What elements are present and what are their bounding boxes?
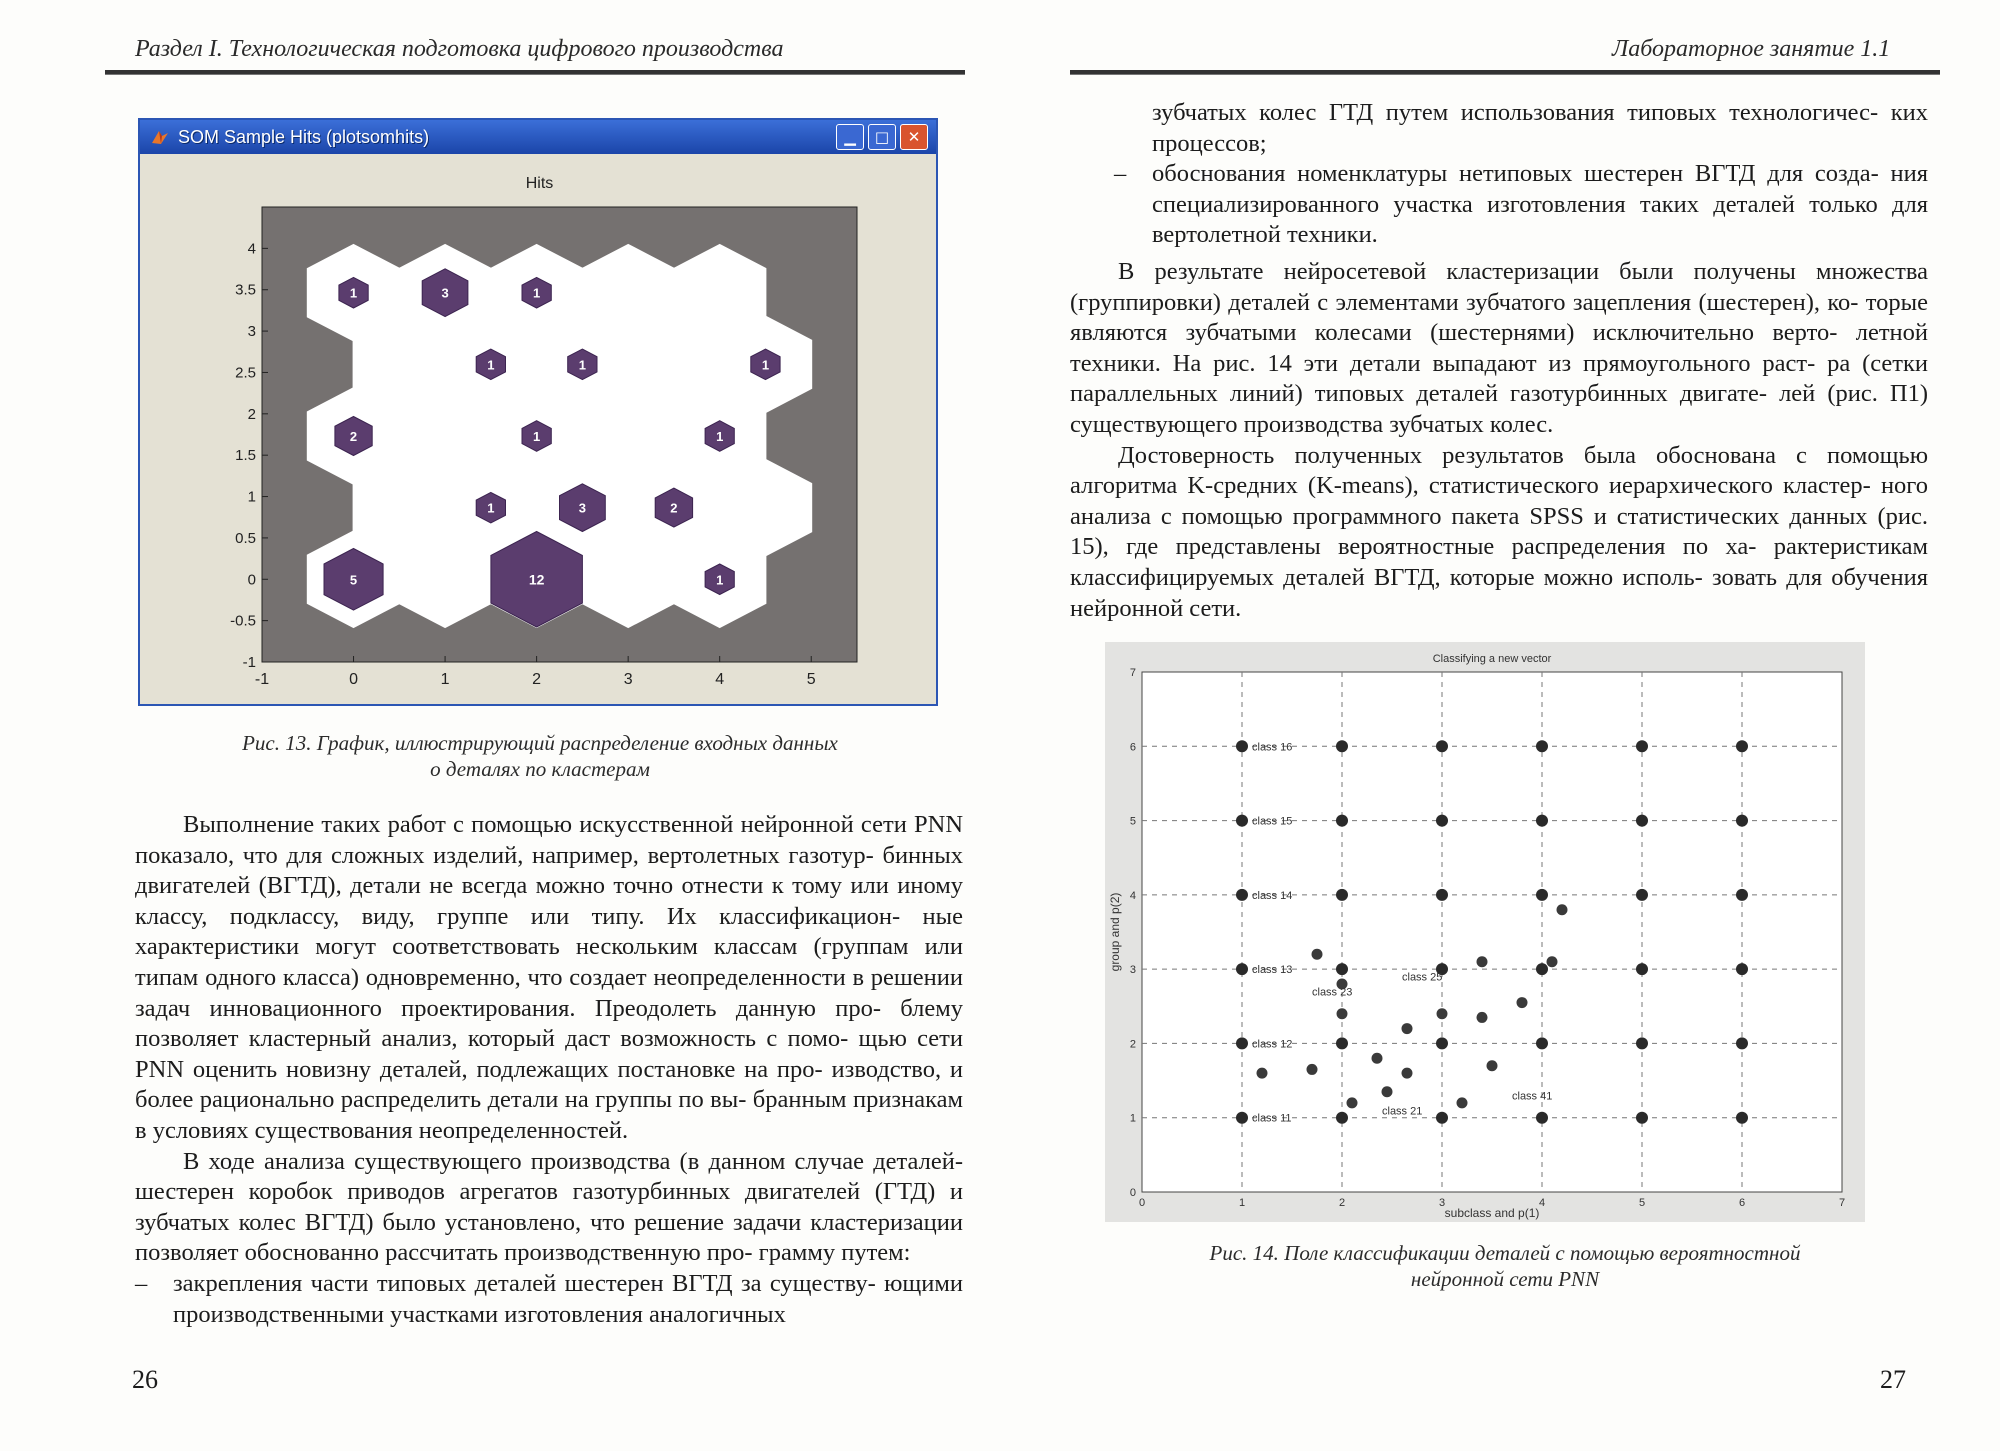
y-tick-label: 2	[247, 405, 256, 423]
bullet-list	[1070, 98, 1928, 251]
header-rule-left	[105, 70, 965, 75]
hit-count-label: 1	[761, 357, 770, 373]
y-tick-label: 0	[1129, 1187, 1136, 1199]
text-line: данных (рис. 15), где представлены вероятностные распределения по ха-	[1070, 502, 1928, 561]
hit-count-label: 1	[349, 285, 358, 301]
sample-point	[1557, 904, 1568, 915]
text-line: бранным признакам в условиях существования неопределенностей.	[135, 1086, 963, 1144]
class-center-point	[1636, 740, 1648, 752]
text-line: изводство, и более рационально распределить детали на группы по вы-	[135, 1055, 964, 1114]
sample-point	[1437, 1008, 1448, 1019]
x-tick-label: 1	[1238, 1197, 1246, 1209]
class-center-point	[1536, 963, 1548, 975]
hit-count-label: 1	[578, 357, 587, 373]
sample-point	[1257, 1068, 1268, 1079]
paragraph	[1070, 257, 1928, 441]
bullet-dash: –	[1114, 160, 1127, 188]
text-line: зубчатых колес ГТД путем использования типовых технологичес-	[1152, 99, 1879, 126]
page-number-right: 27	[1880, 1365, 1906, 1394]
header-rule-right	[1070, 70, 1940, 75]
class-center-point	[1636, 1037, 1648, 1049]
text-line: или типам одного класса) одновременно, что создает неопределенности в	[135, 933, 964, 991]
x-tick-label: 7	[1838, 1197, 1846, 1209]
class-center-point	[1236, 815, 1248, 827]
text-line: В результате нейросетевой кластеризации были получены множества	[1118, 257, 1928, 285]
class-center-point	[1736, 740, 1748, 752]
sample-point	[1547, 956, 1558, 967]
y-tick-label: 3	[1129, 964, 1136, 977]
class-center-point	[1236, 1037, 1248, 1049]
class-center-point	[1536, 815, 1548, 827]
x-tick-label: 0	[1138, 1197, 1146, 1209]
hit-count-label: 1	[532, 285, 541, 301]
class-center-point	[1636, 815, 1648, 827]
plot-area	[1142, 672, 1842, 1192]
sample-point	[1517, 997, 1528, 1008]
paragraph	[135, 810, 963, 1147]
y-tick-label: 1.5	[235, 447, 256, 465]
y-tick-label: 1	[1129, 1112, 1136, 1125]
text-line: лей (рис. П1) существующего производства зубчатых колес.	[1070, 380, 1929, 438]
x-tick-label: 3	[1438, 1197, 1446, 1209]
sample-point	[1402, 1023, 1413, 1034]
text-line: грамму путем:	[758, 1239, 911, 1267]
class-center-point	[1736, 1037, 1748, 1049]
sample-point	[1382, 1086, 1393, 1097]
sample-point	[1347, 1097, 1358, 1108]
hit-count-label: 2	[670, 500, 678, 516]
class-center-point	[1336, 740, 1348, 752]
sample-point	[1312, 949, 1323, 960]
class-label: class 13	[1252, 964, 1293, 977]
y-tick-label: 4	[247, 240, 256, 258]
caption-line: Рис. 14. Поле классификации деталей с помощью вероятностной	[1209, 1241, 1801, 1265]
y-tick-label: -1	[242, 654, 256, 671]
y-tick-label: 0	[247, 571, 256, 589]
text-line: обоснования номенклатуры нетиповых шестерен ВГТД для созда-	[1152, 160, 1879, 188]
class-label: class 15	[1252, 815, 1293, 828]
class-center-point	[1436, 740, 1448, 752]
bullet-dash: –	[135, 1269, 148, 1297]
hit-count-label: 12	[528, 571, 545, 588]
x-tick-label: 3	[623, 671, 633, 688]
class-center-point	[1236, 1112, 1248, 1124]
class-label: class 25	[1402, 971, 1443, 984]
class-center-point	[1436, 1037, 1448, 1049]
maximize-button[interactable]: □	[868, 124, 896, 150]
x-tick-label: 6	[1738, 1197, 1746, 1209]
text-line: ния специализированного участка изготовления таких деталей	[1152, 160, 1928, 218]
som-hits-plot	[140, 154, 936, 704]
figure-13-caption	[140, 730, 940, 782]
paragraph	[1070, 441, 1928, 625]
class-label: class 14	[1252, 889, 1293, 902]
text-line: решении задач инновационного проектирования. Преодолеть данную про-	[135, 963, 963, 1022]
class-center-point	[1336, 1037, 1348, 1049]
class-center-point	[1636, 963, 1648, 975]
x-tick-label: -1	[254, 671, 270, 688]
hit-count-label: 1	[716, 428, 724, 444]
text-line: зовать для обучения нейронной сети.	[1070, 563, 1929, 622]
sample-point	[1487, 1060, 1498, 1071]
class-label: class 12	[1252, 1038, 1293, 1051]
class-label: class 41	[1512, 1090, 1553, 1103]
bullet-continuation	[1070, 98, 1928, 159]
x-tick-label: 0	[349, 671, 358, 688]
minimize-button[interactable]: ▁	[836, 124, 864, 150]
running-head-right: Лабораторное занятие 1.1	[1612, 36, 1891, 62]
text-line: деталей-шестерен коробок приводов агрегатов газотурбинных двигателей	[135, 1147, 963, 1206]
x-tick-label: 2	[1338, 1197, 1346, 1209]
som-sample-hits-window	[138, 118, 938, 706]
y-axis-label: group and p(2)	[1108, 892, 1122, 972]
class-center-point	[1236, 889, 1248, 901]
class-center-point	[1536, 1037, 1548, 1049]
sample-point	[1477, 1012, 1488, 1023]
hit-count-label: 1	[487, 500, 495, 516]
text-line: кластеризации позволяет обоснованно рассчитать производственную про-	[135, 1208, 963, 1267]
class-label: class 23	[1312, 986, 1353, 999]
text-line: Выполнение таких работ с помощью искусственной нейронной сети	[183, 811, 907, 838]
text-line: алгоритма K-средних (K-means), статистического иерархического кластер-	[1070, 472, 1871, 500]
text-line: В ходе анализа существующего производства (в данном случае	[183, 1147, 864, 1175]
x-tick-label: 4	[715, 671, 725, 688]
y-tick-label: 0.5	[235, 529, 256, 547]
y-tick-label: 6	[1129, 741, 1136, 754]
text-line: рактеристикам классифицируемых деталей ВГТД, которые можно исполь-	[1070, 533, 1928, 591]
sample-point	[1337, 1008, 1348, 1019]
sample-point	[1457, 1097, 1468, 1108]
text-line: PNN показало, что для сложных изделий, например, вертолетных газотур-	[135, 811, 964, 869]
sample-point	[1402, 1068, 1413, 1079]
window-titlebar[interactable]	[140, 120, 936, 154]
hit-count-label: 1	[532, 428, 541, 444]
y-tick-label: 2.5	[235, 364, 256, 382]
hit-count-label: 1	[487, 357, 495, 373]
right-body-text	[1070, 98, 1928, 624]
class-center-point	[1536, 889, 1548, 901]
text-line: или иному классу, подклассу, виду, группе или типу. Их классификацион-	[135, 872, 963, 930]
x-tick-label: 1	[440, 671, 450, 688]
hit-count-label: 1	[716, 572, 724, 588]
hit-count-label: 5	[349, 572, 358, 588]
y-tick-label: 1	[247, 488, 256, 506]
text-line: летной техники. На рис. 14 эти детали выпадают из прямоугольного раст-	[1070, 319, 1929, 377]
class-center-point	[1736, 815, 1748, 827]
caption-line: Рис. 13. График, иллюстрирующий распределение входных данных	[242, 731, 838, 755]
text-line: щью сети PNN оценить новизну деталей, подлежащих постановке на про-	[135, 1025, 963, 1083]
left-body-text	[135, 810, 963, 1330]
bullet-list	[135, 1269, 963, 1330]
matlab-icon	[150, 127, 170, 147]
text-line: ра (сетки параллельных линий) типовых деталей газотурбинных двигате-	[1070, 349, 1928, 408]
class-center-point	[1436, 815, 1448, 827]
chart-title: Classifying a new vector	[1432, 653, 1552, 665]
text-line: ющими производственными участками изготовления аналогичных	[173, 1269, 963, 1328]
class-center-point	[1336, 889, 1348, 901]
x-tick-label: 4	[1538, 1197, 1546, 1209]
text-line: ного анализа с помощью программного пакета SPSS и статистических	[1070, 472, 1928, 530]
class-label: class 11	[1252, 1112, 1292, 1125]
class-center-point	[1636, 889, 1648, 901]
text-line: Достоверность полученных результатов была обоснована с помощью	[1118, 441, 1928, 469]
class-center-point	[1536, 1112, 1548, 1124]
class-center-point	[1236, 740, 1248, 752]
sample-point	[1307, 1064, 1318, 1075]
text-line: (ГТД) и зубчатых колес ВГТД) было установлено, что решение задачи	[135, 1178, 964, 1236]
chart-title: Hits	[525, 175, 554, 192]
text-line: закрепления части типовых деталей шестерен ВГТД за существу-	[173, 1269, 876, 1297]
text-line: (группировки) деталей с элементами зубчатого зацепления (шестерен), ко-	[1070, 288, 1859, 316]
y-tick-label: 2	[1129, 1038, 1136, 1051]
text-line: торые являются зубчатыми колесами (шестернями) исключительно верто-	[1070, 288, 1928, 347]
figure-14-caption	[1080, 1240, 1930, 1292]
y-tick-label: 4	[1129, 889, 1136, 902]
text-line: блему позволяет кластерный анализ, который даст возможность с помо-	[135, 994, 964, 1053]
class-center-point	[1736, 1112, 1748, 1124]
class-center-point	[1536, 740, 1548, 752]
class-center-point	[1336, 1112, 1348, 1124]
class-center-point	[1736, 889, 1748, 901]
x-tick-label: 5	[806, 671, 816, 688]
class-center-point	[1736, 963, 1748, 975]
caption-line: нейронной сети PNN	[1410, 1267, 1600, 1291]
hit-count-label: 2	[349, 428, 358, 444]
class-center-point	[1636, 1112, 1648, 1124]
y-tick-label: 3	[247, 323, 256, 341]
y-tick-label: 5	[1129, 815, 1136, 828]
paragraph	[135, 1147, 963, 1269]
class-center-point	[1336, 963, 1348, 975]
running-head-left: Раздел I. Технологическая подготовка цифрового производства	[135, 36, 784, 62]
y-tick-label: -0.5	[230, 612, 256, 630]
y-tick-label: 3.5	[235, 281, 256, 299]
class-center-point	[1236, 963, 1248, 975]
bullet-item	[1070, 159, 1928, 251]
hit-count-label: 3	[441, 285, 449, 301]
x-axis-label: subclass and p(1)	[1444, 1206, 1540, 1220]
text-line: ких процессов;	[1152, 99, 1928, 157]
hit-count-label: 3	[578, 500, 587, 516]
caption-line: о деталях по кластерам	[430, 757, 650, 781]
sample-point	[1372, 1053, 1383, 1064]
sample-point	[1477, 956, 1488, 967]
bullet-item	[135, 1269, 963, 1330]
window-title: SOM Sample Hits (plotsomhits)	[178, 126, 430, 147]
text-line: бинных двигателей (ВГТД), детали не всегда можно точно отнести к тому	[135, 841, 963, 900]
class-label: class 16	[1252, 741, 1293, 754]
page-number-left: 26	[132, 1365, 158, 1394]
pnn-classification-chart	[1105, 642, 1865, 1222]
x-tick-label: 2	[532, 671, 542, 688]
class-label: class 21	[1382, 1105, 1423, 1118]
class-center-point	[1436, 1112, 1448, 1124]
text-line: только для вертолетной техники.	[1152, 190, 1928, 249]
class-center-point	[1336, 815, 1348, 827]
close-button[interactable]: ✕	[900, 124, 928, 150]
text-line: ные характеристики могут соответствовать нескольким классам (группам	[135, 902, 963, 961]
x-tick-label: 5	[1638, 1197, 1646, 1209]
y-tick-label: 7	[1129, 667, 1136, 679]
class-center-point	[1436, 889, 1448, 901]
